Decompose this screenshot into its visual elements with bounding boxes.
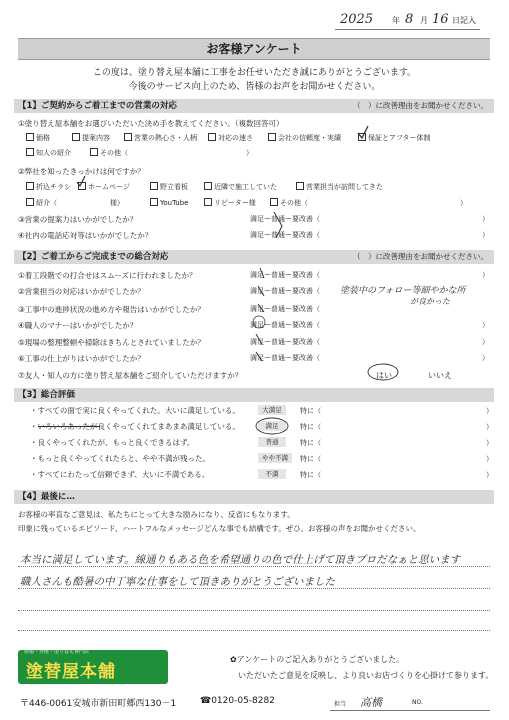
checkbox-icon[interactable]: [270, 198, 278, 206]
page-title: お客様アンケート: [18, 38, 490, 60]
eval-box-very-satisfied[interactable]: 大満足: [258, 405, 286, 415]
circle-mark-icon: [254, 416, 290, 436]
answer-no[interactable]: いいえ: [428, 371, 452, 380]
footer-thanks-1: ✿アンケートのご記入ありがとうございました。: [230, 655, 405, 664]
section3-heading: 【3】総合評価: [14, 388, 494, 402]
eval-box-unsatisfied[interactable]: 不満: [258, 469, 286, 479]
eval-row-3: ・良くやってくれたが、もっと良くできるはず。: [30, 438, 195, 447]
s2-q1-close: ）: [482, 271, 489, 279]
section1-title: 【1】ご契約からご着工までの営業の対応: [18, 101, 177, 111]
eval-close-1: ）: [486, 407, 493, 415]
checkbox-icon[interactable]: [208, 133, 216, 141]
section2-q1: ①着工段階での打合せはスムーズに行われましたか？: [18, 271, 197, 280]
section2-q2: ②営業担当の対応はいかがでしたか？: [18, 287, 145, 296]
section1-q4: ④社内の電話応対等はいかがでしたか？: [18, 231, 153, 240]
q2-option-signboard[interactable]: 野立看板: [150, 182, 188, 192]
s2-q2-scale[interactable]: 満足ー普通ー要改善（: [250, 287, 320, 295]
logo-subtitle: 屋根・外壁・塗り替え専門店: [24, 649, 90, 655]
staff-underline: [330, 710, 490, 711]
answer-mark-icon: [270, 208, 294, 242]
eval-note-1: 特に（: [300, 407, 321, 415]
checkbox-icon[interactable]: [72, 133, 80, 141]
q1-option-sales[interactable]: 営業の熱心さ・人柄: [124, 133, 197, 143]
q1-option-speed[interactable]: 対応の速さ: [208, 133, 253, 143]
s2-q3-scale[interactable]: 満足ー普通ー要改善（: [250, 305, 320, 313]
q2-option-flyer[interactable]: 折込チラシ: [26, 182, 71, 192]
section1-q1: ①塗り替え屋本舗をお選びいただいた決め手を教えてください。（複数回答可）: [18, 119, 284, 128]
logo-text: 塗替屋本舗: [26, 662, 116, 682]
q1-option-warranty[interactable]: 保証とアフター体制: [358, 133, 431, 143]
day-unit: 日記入: [452, 16, 476, 25]
staff-label: 担当: [334, 701, 347, 708]
section4-text-2: 印象に残っているエピソード、ハートフルなメッセージどんな事でも結構です。ぜひ、お客様の声をお聞かせください。: [18, 524, 421, 533]
eval-row-2: ・いろいろあったが良くやってくれてまあまあ満足している。: [30, 422, 240, 431]
section1-note: （ ）に改善理由をお聞かせください。: [353, 101, 488, 110]
writing-line: [18, 566, 490, 567]
footer-address: 〒446-0061安城市新田町郷西130－1: [20, 699, 177, 709]
q2-option-intro[interactable]: 紹介（: [26, 198, 57, 208]
strikethrough-line: [38, 426, 100, 427]
s2-q5-scale[interactable]: 満足ー普通ー要改善（: [250, 338, 320, 346]
s2-q1-scale[interactable]: 満足ー普通ー要改善（: [250, 271, 320, 279]
checkmark-icon: [356, 125, 370, 141]
q2-intro-close: 様）: [110, 199, 124, 207]
answer-marks-icon: [248, 264, 274, 364]
circle-mark-icon: [366, 362, 400, 382]
checkbox-icon[interactable]: [268, 133, 276, 141]
section1-q3: ③営業の提案力はいかがでしたか？: [18, 215, 138, 224]
section2-title: 【2】ご着工からご完成までの総合対応: [18, 252, 169, 262]
eval-close-2: ）: [486, 423, 493, 431]
date-underline: [335, 29, 480, 30]
q2-other-close: ）: [460, 199, 467, 207]
q3-close: ）: [482, 215, 489, 223]
intro-line-1: この度は、塗り替え屋本舗に工事をお任せいただき誠にありがとうございます。: [92, 68, 417, 78]
section2-q3: ③工事中の進捗状況の進め方や報告はいかがでしたか？: [18, 305, 205, 314]
checkbox-icon[interactable]: [26, 148, 34, 156]
year-unit: 年: [392, 16, 400, 25]
q1-option-other[interactable]: その他（: [90, 148, 128, 158]
eval-note-3: 特に（: [300, 439, 321, 447]
q2-option-website[interactable]: ホームページ: [78, 182, 130, 192]
section4-heading: 【4】最後に…: [14, 490, 494, 504]
s2-q5-close: ）: [482, 338, 489, 346]
section2-q7: ⑦友人・知人の方に塗り替え屋本舗をご紹介していただけますか？: [18, 371, 243, 380]
section2-handwritten-comment-1: 塗装中のフォロー等細やかな所: [340, 286, 466, 296]
checkbox-icon[interactable]: [124, 133, 132, 141]
eval-row-1: ・すべての面で実に良くやってくれた。大いに満足している。: [30, 406, 240, 415]
section4-handwritten-line-2: 職人さんも酷暑の中丁寧な仕事をして頂きありがとうございました: [20, 576, 335, 588]
eval-box-slightly-unsatisfied[interactable]: やや不満: [258, 453, 292, 463]
checkmark-icon: [75, 175, 87, 189]
eval-row-4: ・もっと良くやってくれたらと、やや不満が残った。: [30, 454, 210, 463]
eval-box-neutral[interactable]: 普通: [258, 437, 286, 447]
section2-q4: ④職人のマナーはいかがでしたか？: [18, 321, 138, 330]
writing-line: [18, 630, 490, 631]
eval-row-5: ・すべてにわたって信頼できず、大いに不満である。: [30, 470, 210, 479]
s2-q4-close: ）: [482, 321, 489, 329]
checkbox-icon[interactable]: [90, 148, 98, 156]
section2-q5: ⑤現場の整理整頓や掃除はきちんとされていましたか？: [18, 338, 205, 347]
section1-q2: ②弊社を知ったきっかけは何ですか？: [18, 167, 145, 176]
month-unit: 月: [420, 16, 428, 25]
intro-line-2: 今後のサービス向上のため、皆様のお声をお聞かせください。: [128, 82, 381, 92]
day-value: 16: [432, 12, 449, 27]
q2-option-visit[interactable]: 営業担当が訪問してきた: [296, 182, 383, 192]
footer-phone[interactable]: ☎0120-05-8282: [200, 696, 275, 706]
section4-handwritten-line-1: 本当に満足しています。線通りもある色を希望通りの色で仕上げて頂きプロだなぁと思います: [20, 554, 461, 566]
checkbox-icon[interactable]: [204, 182, 212, 190]
section1-heading: [14, 99, 494, 113]
eval-note-4: 特に（: [300, 455, 321, 463]
q2-option-youtube[interactable]: YouTube: [150, 198, 188, 207]
section2-handwritten-comment-2: が良かった: [410, 297, 450, 306]
staff-name: 高橋: [360, 696, 382, 709]
checkbox-icon[interactable]: [150, 182, 158, 190]
eval-note-5: 特に（: [300, 471, 321, 479]
s2-q6-close: ）: [482, 354, 489, 362]
checkbox-icon[interactable]: [150, 198, 158, 206]
section2-heading: [14, 250, 494, 264]
month-value: 8: [405, 12, 414, 27]
section2-note: （ ）に改善理由をお聞かせください。: [353, 252, 488, 261]
q1-option-trust[interactable]: 会社の信頼度・実績: [268, 133, 341, 143]
eval-close-4: ）: [486, 455, 493, 463]
year-value: 2025: [340, 12, 374, 27]
eval-close-5: ）: [486, 471, 493, 479]
eval-close-3: ）: [486, 439, 493, 447]
s2-q6-scale[interactable]: 満足ー普通ー要改善（: [250, 354, 320, 362]
footer-thanks-2: いただいたご意見を反映し、より良いお店づくりを心掛けて参ります。: [238, 671, 494, 680]
q1-option-referral[interactable]: 知人の紹介: [26, 148, 71, 158]
s2-q4-scale[interactable]: 満足ー普通ー要改善（: [250, 321, 320, 329]
checkbox-icon[interactable]: [26, 198, 34, 206]
q1-option-price[interactable]: 価格: [26, 133, 50, 143]
q1-other-close: ）: [246, 149, 253, 157]
checkbox-icon[interactable]: [204, 198, 212, 206]
number-label: NO.: [412, 699, 423, 706]
writing-line: [18, 588, 490, 589]
answer-yes[interactable]: はい: [376, 371, 392, 380]
section4-text-1: お客様の率直なご意見は、私たちにとって大きな励みになり、反省にもなります。: [18, 510, 295, 519]
writing-line: [18, 610, 490, 611]
eval-box-satisfied[interactable]: 満足: [258, 421, 286, 431]
q3-scale[interactable]: 満足ー普通ー要改善（: [250, 215, 320, 223]
checkbox-icon[interactable]: [296, 182, 304, 190]
q2-option-repeater[interactable]: リピーター様: [204, 198, 256, 208]
section2-q6: ⑥工事の仕上がりはいかがでしたか？: [18, 354, 145, 363]
q4-scale[interactable]: 満足ー普通ー要改善（: [250, 231, 320, 239]
q2-option-other[interactable]: その他（: [270, 198, 308, 208]
q4-close: ）: [482, 231, 489, 239]
checkbox-icon[interactable]: [26, 182, 34, 190]
q1-option-proposal[interactable]: 提案内容: [72, 133, 110, 143]
q2-option-nearby[interactable]: 近隣で施工していた: [204, 182, 277, 192]
checkbox-icon[interactable]: [26, 133, 34, 141]
eval-note-2: 特に（: [300, 423, 321, 431]
